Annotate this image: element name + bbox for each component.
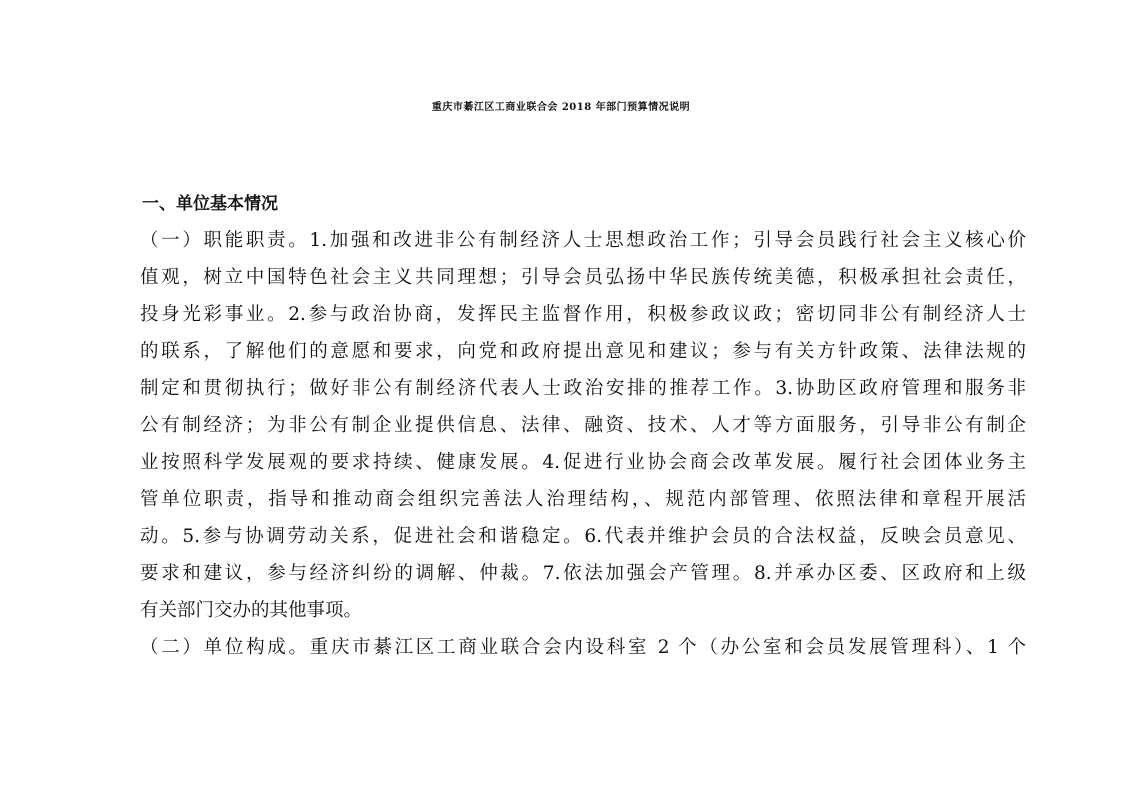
paragraph-line: 动。5.参与协调劳动关系，促进社会和谐稳定。6.代表并维护会员的合法权益，反映会员意见、 — [140, 526, 1026, 547]
paragraph-line: 要求和建议，参与经济纠纷的调解、仲裁。7.依法加强会产管理。8.并承办区委、区政府和上级 — [140, 563, 1026, 584]
paragraph-line: 公有制经济；为非公有制企业提供信息、法律、融资、技术、人才等方面服务，引导非公有制企 — [140, 415, 1026, 436]
paragraph-line: 的联系，了解他们的意愿和要求，向党和政府提出意见和建议；参与有关方针政策、法律法规的 — [140, 341, 1026, 362]
paragraph-line: 投身光彩事业。2.参与政治协商，发挥民主监督作用，积极参政议政；密切同非公有制经济人士 — [140, 304, 1026, 325]
paragraph-line: 值观，树立中国特色社会主义共同理想；引导会员弘扬中华民族传统美德，积极承担社会责任， — [140, 267, 1026, 288]
paragraph-line: 业按照科学发展观的要求持续、健康发展。4.促进行业协会商会改革发展。履行社会团体业务主 — [140, 452, 1026, 473]
document-title: 重庆市綦江区工商业联合会 2018 年部门预算情况说明 — [431, 102, 691, 113]
paragraph-line: 制定和贯彻执行；做好非公有制经济代表人士政治安排的推荐工作。3.协助区政府管理和服务非 — [140, 378, 1026, 399]
section-heading: 一、单位基本情况 — [142, 194, 278, 214]
paragraph-line: 有关部门交办的其他事项。 — [140, 600, 363, 621]
paragraph-line: 管单位职责，指导和推动商会组织完善法人治理结构，、规范内部管理、依照法律和章程开展活 — [140, 489, 1026, 510]
paragraph-line: （一）职能职责。1.加强和改进非公有制经济人士思想政治工作；引导会员践行社会主义核心价 — [140, 230, 1026, 251]
paragraph-line: （二）单位构成。重庆市綦江区工商业联合会内设科室 2 个（办公室和会员发展管理科）、1 个 — [140, 637, 1026, 658]
